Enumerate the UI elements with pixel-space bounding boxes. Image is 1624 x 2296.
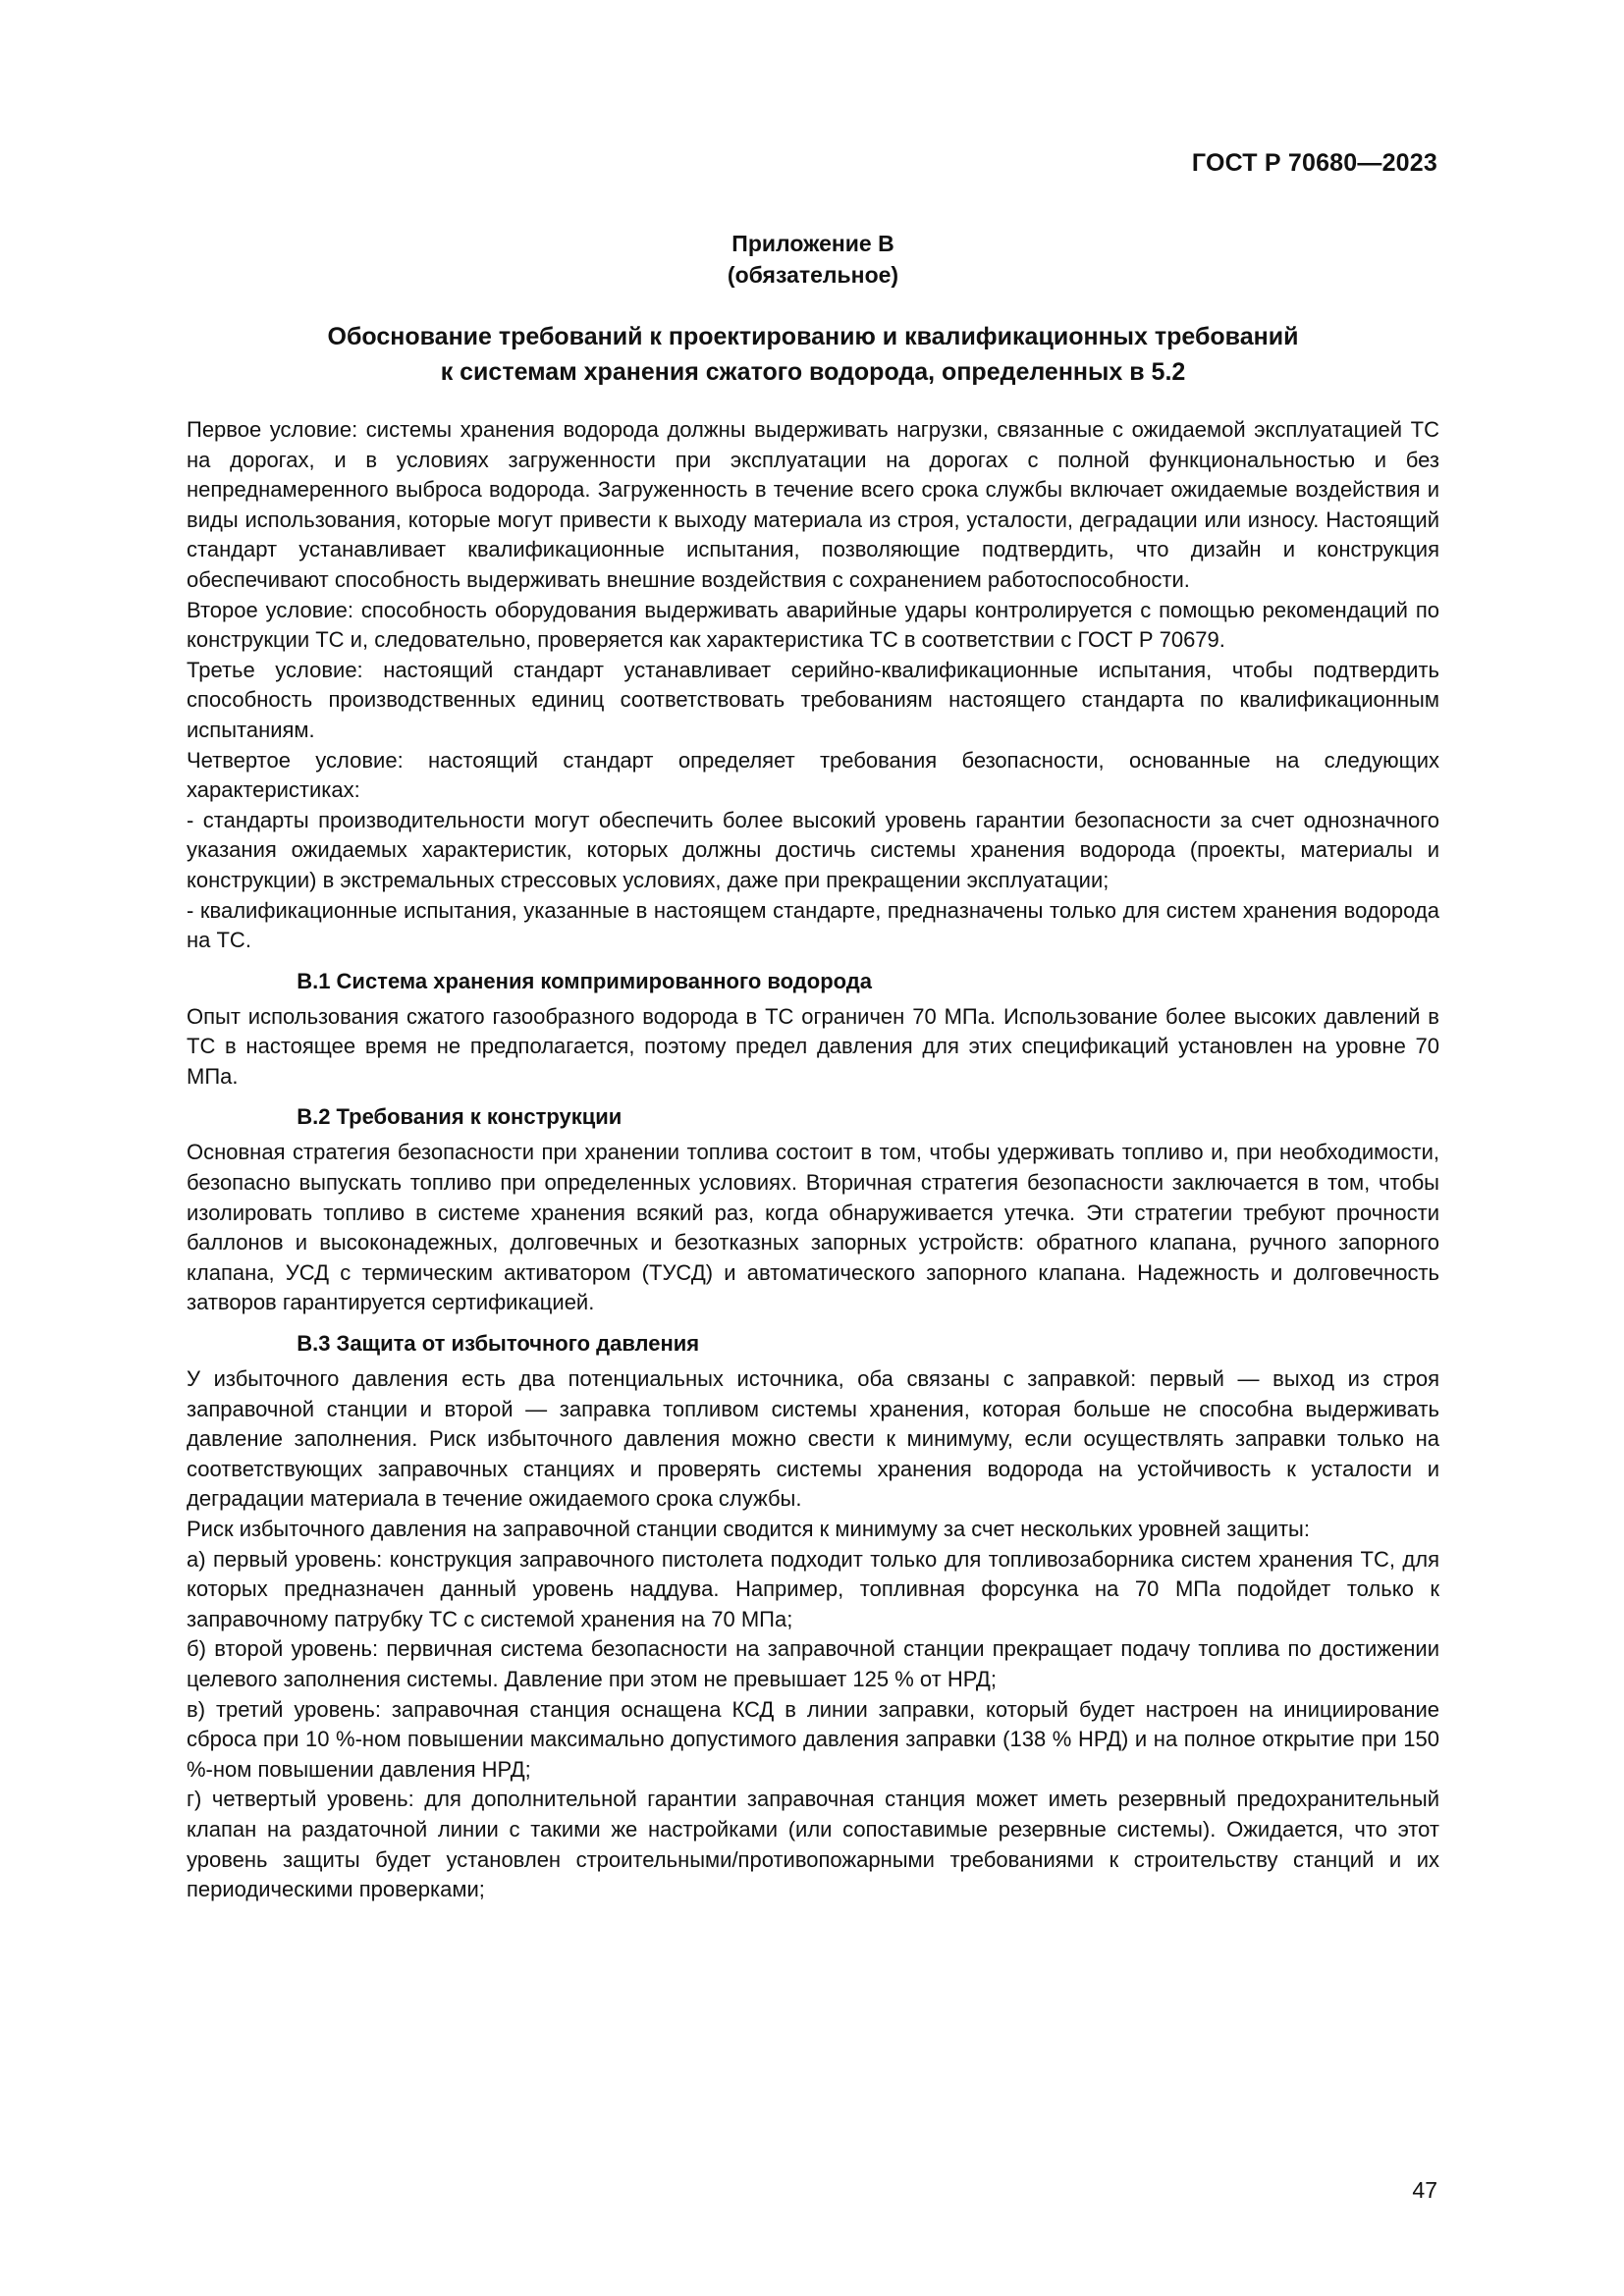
page-number: 47 [1412,2177,1437,2203]
paragraph: Риск избыточного давления на заправочной станции сводится к минимуму за счет нескольких уровней защиты: [187,1517,1310,1541]
annex-title [187,319,1439,390]
paragraph: Основная стратегия безопасности при хранении топлива состоит в том, чтобы удерживать топливо и, при необходимости, безопасно выпускать топливо при определенных условиях. Вторичная стратегия безопасности заключается в том, чтобы изолировать топливо в системе хранения всякий раз, когда обнаруживается утечка. Эти стратегии требуют прочности баллонов и высоконадежных, долговечных и безотказных запорных устройств: обратного клапана, ручного запорного клапана, УСД с термическим активатором (ТУСД) и автоматического запорного клапана. Надежность и долговечность затворов гарантируется сертификацией. [187,1140,1439,1315]
paragraph: Первое условие: системы хранения водорода должны выдерживать нагрузки, связанные с ожидаемой эксплуатацией ТС на дорогах, и в условиях загруженности при эксплуатации на дорогах с полной функциональностью и без непреднамеренного выброса водорода. Загруженность в течение всего срока службы включает ожидаемые воздействия и виды использования, которые могут привести к выходу материала из строя, усталости, деградации или износу. Настоящий стандарт устанавливает квалификационные испытания, позволяющие подтвердить, что дизайн и конструкция обеспечивают способность выдерживать внешние воздействия с сохранением работоспособности. [187,417,1439,592]
paragraph: Опыт использования сжатого газообразного водорода в ТС ограничен 70 МПа. Использование более высоких давлений в ТС в настоящее время не предполагается, поэтому предел давления для этих спецификаций установлен на уровне 70 МПа. [187,1003,1439,1089]
section-heading-b2: В.2 Требования к конструкции [297,1104,623,1130]
list-item: б) второй уровень: первичная система безопасности на заправочной станции прекращает подачу топлива по достижении целевого заполнения системы. Давление при этом не превышает 125 % от НРД; [187,1636,1439,1691]
paragraph: Второе условие: способность оборудования выдерживать аварийные удары контролируется с помощью рекомендаций по конструкции ТС и, следовательно, проверяется как характеристика ТС в соответствии с ГОСТ Р 70679. [187,597,1439,653]
annex-label: Приложение В [731,231,894,256]
list-item: в) третий уровень: заправочная станция оснащена КСД в линии заправки, который будет настроен на инициирование сброса при 10 %-ном повышении максимально допустимого давления заправки (138 % НРД) и на полное открытие при 150 %-ном повышении давления НРД; [187,1696,1439,1782]
annex-status: (обязательное) [727,262,899,288]
annex-title-line-2: к системам хранения сжатого водорода, определенных в 5.2 [440,358,1186,386]
section-heading-b1: В.1 Система хранения компримированного водорода [297,968,872,993]
paragraph: Третье условие: настоящий стандарт устанавливает серийно-квалификационные испытания, чтобы подтвердить способность производственных единиц соответствовать требованиям настоящего стандарта по квалификационным испытаниям. [187,657,1439,742]
annex-heading [187,228,1439,291]
list-item: - квалификационные испытания, указанные в настоящем стандарте, предназначены только для систем хранения водорода на ТС. [187,897,1439,953]
document-id: ГОСТ Р 70680—2023 [1191,149,1437,177]
annex-title-line-1: Обоснование требований к проектированию и квалификационных требований [327,323,1299,350]
list-item: а) первый уровень: конструкция заправочного пистолета подходит только для топливозаборника систем хранения ТС, для которых предназначен данный уровень наддува. Например, топливная форсунка на 70 МПа подойдет только к заправочному патрубку ТС с системой хранения на 70 МПа; [187,1546,1439,1631]
paragraph: У избыточного давления есть два потенциальных источника, оба связаны с заправкой: первый — выход из строя заправочной станции и второй — заправка топливом системы хранения, которая больше не способна выдерживать давление заполнения. Риск избыточного давления можно свести к минимуму, если осуществлять заправки только на соответствующих заправочных станциях и проверять системы хранения водорода на устойчивость к усталости и деградации материала в течение ожидаемого срока службы. [187,1366,1439,1512]
paragraph: Четвертое условие: настоящий стандарт определяет требования безопасности, основанные на следующих характеристиках: [187,747,1439,803]
list-item: г) четвертый уровень: для дополнительной гарантии заправочная станция может иметь резервный предохранительный клапан на раздаточной линии с такими же настройками (или сопоставимые резервные системы). Ожидается, что этот уровень защиты будет установлен строительными/противопожарными требованиями к строительству станций и их периодическими проверками; [187,1787,1439,1902]
section-heading-b3: В.3 Защита от избыточного давления [297,1331,700,1357]
document-body [187,415,1439,1905]
list-item: - стандарты производительности могут обеспечить более высокий уровень гарантии безопасности за счет однозначного указания ожидаемых характеристик, которых должны достичь системы хранения водорода (проекты, материалы и конструкции) в экстремальных стрессовых условиях, даже при прекращении эксплуатации; [187,807,1439,892]
